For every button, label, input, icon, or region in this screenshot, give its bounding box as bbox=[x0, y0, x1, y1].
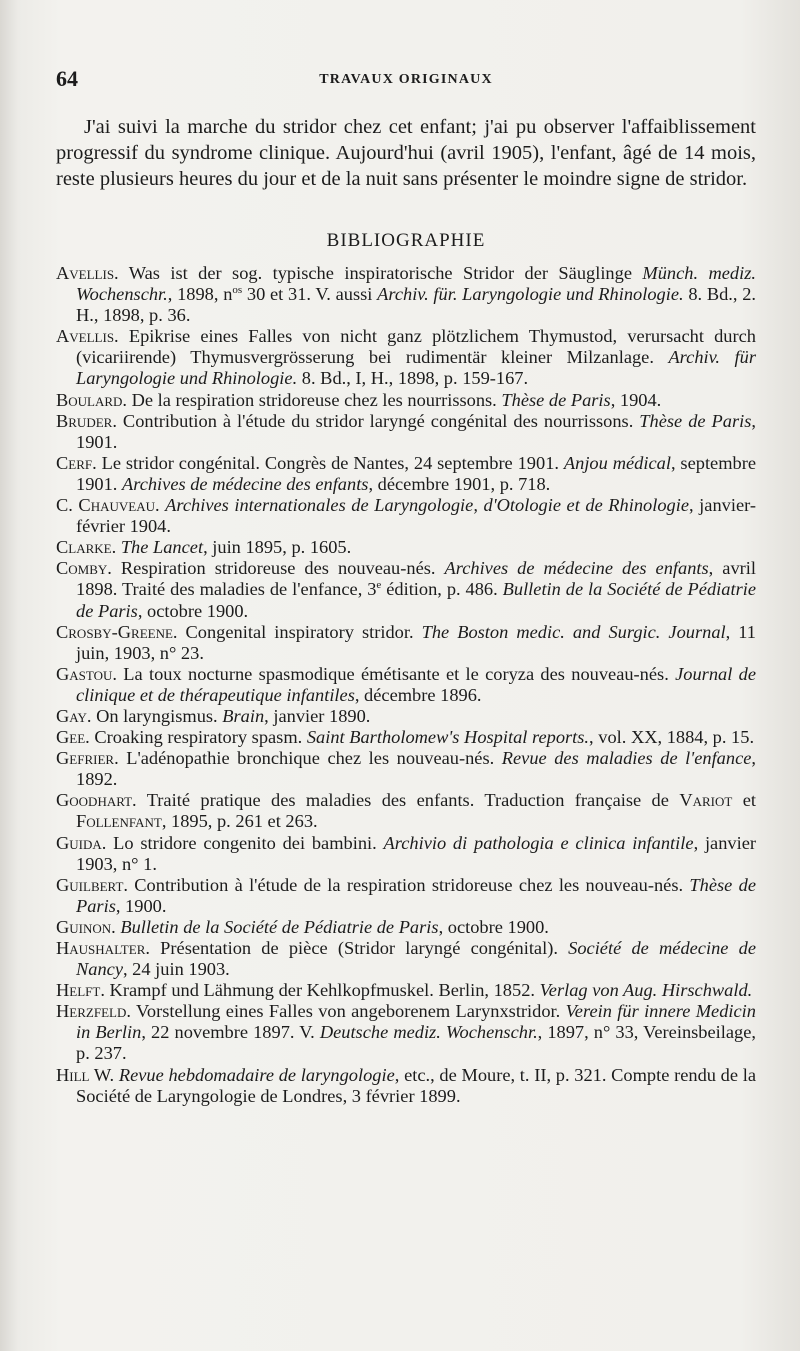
bibliography-entry bbox=[56, 790, 756, 832]
entry-text: édition, p. 486. bbox=[381, 579, 503, 600]
bibliography-entry bbox=[56, 727, 756, 748]
entry-author: Cerf. bbox=[56, 452, 97, 473]
entry-text: , juin 1895, p. 1605. bbox=[203, 537, 352, 558]
entry-text: , décembre 1901, p. 718. bbox=[368, 473, 551, 494]
intro-paragraph-block bbox=[56, 114, 756, 192]
entry-author: Herzfeld. bbox=[56, 1001, 131, 1022]
entry-journal-title: Archivio di pathologia e clinica infantile bbox=[383, 832, 694, 853]
entry-text: , janvier 1903, n° 1. bbox=[76, 832, 756, 874]
entry-text: L'adénopathie bronchique chez les nouveau-nés. bbox=[118, 748, 502, 769]
bibliography-entry bbox=[56, 537, 756, 558]
bibliography-entry bbox=[56, 833, 756, 875]
entry-text: , 1895, p. 261 et 263. bbox=[161, 811, 318, 832]
bibliography-entry bbox=[56, 706, 756, 727]
entry-journal-title: Verlag von Aug. Hirschwald. bbox=[539, 980, 753, 1001]
entry-journal-title: Archiv. für Laryngologie und Rhinologie. bbox=[76, 347, 756, 389]
entry-text: De la respiration stridoreuse chez les nourrissons. bbox=[127, 389, 502, 410]
entry-author: Gay. bbox=[56, 705, 92, 726]
entry-text: 8. Bd., 2. H., 1898, p. 36. bbox=[76, 284, 756, 326]
entry-text: , avril 1898. Traité des maladies de l'enfance, 3 bbox=[76, 558, 756, 600]
entry-journal-title: Société de médecine de Nancy bbox=[76, 938, 756, 980]
entry-text: , 1897, n° 33, Vereinsbeilage, p. 237. bbox=[76, 1022, 756, 1064]
entry-text: , 11 juin, 1903, n° 23. bbox=[76, 621, 756, 663]
entry-text: , vol. XX, 1884, p. 15. bbox=[589, 727, 755, 748]
bibliography-entry bbox=[56, 917, 756, 938]
entry-superscript: os bbox=[232, 283, 243, 296]
entry-text: On laryngismus. bbox=[91, 705, 223, 726]
entry-author: Clarke. bbox=[56, 537, 117, 558]
entry-text: , octobre 1900. bbox=[438, 916, 549, 937]
entry-text: , octobre 1900. bbox=[137, 600, 249, 621]
entry-author: Gastou. bbox=[56, 663, 117, 684]
entry-journal-title: Thèse de Paris bbox=[501, 389, 611, 410]
entry-text: Vorstellung eines Falles von angeborenem Larynxstridor. bbox=[130, 1001, 566, 1022]
bibliography-entry bbox=[56, 263, 756, 326]
entry-author: Hill W. bbox=[56, 1064, 115, 1085]
entry-text: 30 et 31. V. aussi bbox=[242, 284, 378, 305]
entry-text: , septembre 1901. bbox=[76, 452, 756, 494]
entry-text: , 22 novembre 1897. V. bbox=[141, 1022, 320, 1043]
entry-text: et bbox=[732, 790, 756, 811]
entry-author: Guida. bbox=[56, 832, 107, 853]
bibliography-entry bbox=[56, 875, 756, 917]
entry-text: , etc., de Moure, t. II, p. 321. Compte rendu de la Société de Laryngologie de Londres, 3 février 1899. bbox=[76, 1064, 756, 1106]
entry-author: Guilbert. bbox=[56, 874, 128, 895]
entry-text: Traité pratique des maladies des enfants. Traduction française de bbox=[136, 790, 680, 811]
page-number: 64 bbox=[56, 66, 78, 91]
bibliography-title: BIBLIOGRAPHIE bbox=[326, 230, 486, 251]
entry-author: Gefrier. bbox=[56, 748, 119, 769]
bibliography-entry bbox=[56, 1065, 756, 1107]
entry-text: Présentation de pièce (Stridor laryngé congénital). bbox=[149, 938, 569, 958]
entry-journal-title: Deutsche mediz. Wochenschr. bbox=[319, 1022, 538, 1043]
entry-text: , 1900. bbox=[115, 895, 167, 916]
entry-journal-title: Archives de médecine des enfants bbox=[444, 558, 709, 579]
entry-journal-title: Journal de clinique et de thérapeutique infantiles bbox=[76, 663, 756, 705]
entry-text: Le stridor congénital. Congrès de Nantes, 24 septembre 1901. bbox=[96, 452, 564, 473]
entry-author: Bruder. bbox=[56, 410, 117, 431]
entry-text: Contribution à l'étude du stridor laryngé congénital des nourrissons. bbox=[116, 410, 640, 431]
intro-paragraph: J'ai suivi la marche du stridor chez cet enfant; j'ai pu observer l'affaiblissement progressif du syndrome clinique. Aujourd'hui (avril 1905), l'enfant, âgé de 14 mois, reste plusieurs heures du jour et de la nuit sans présenter le moindre signe de stridor. bbox=[56, 116, 756, 190]
entry-text: , 1892. bbox=[76, 748, 756, 790]
bibliography-list bbox=[56, 263, 756, 1107]
entry-journal-title: Archives internationales de Laryngologie, d'Otologie et de Rhinologie bbox=[165, 495, 690, 516]
entry-text: , 1901. bbox=[76, 410, 756, 452]
entry-author: Goodhart. bbox=[56, 790, 137, 811]
entry-text: Croaking respiratory spasm. bbox=[89, 727, 307, 748]
page-header bbox=[56, 66, 756, 96]
entry-journal-title: The Boston medic. and Surgic. Journal bbox=[421, 621, 726, 642]
entry-journal-title: The Lancet bbox=[120, 537, 204, 558]
entry-journal-title: Thèse de Paris bbox=[76, 874, 756, 916]
entry-journal-title: Brain bbox=[222, 705, 265, 726]
entry-text: , décembre 1896. bbox=[354, 684, 482, 705]
entry-author: Boulard. bbox=[56, 389, 128, 410]
entry-name: Variot bbox=[679, 790, 733, 811]
entry-journal-title: Archiv. für. Laryngologie und Rhinologie. bbox=[377, 284, 684, 305]
entry-text: Lo stridore congenito dei bambini. bbox=[106, 832, 384, 853]
entry-text: Respiration stridoreuse des nouveau-nés. bbox=[111, 558, 445, 579]
bibliography-entry bbox=[56, 326, 756, 389]
entry-text: Epikrise eines Falles von nicht ganz plötzlichem Thymustod, verursacht durch (vicariirende) Thymusvergrösserung bei rudimentär kleiner Milzanlage. bbox=[76, 326, 756, 368]
entry-text: Congenital inspiratory stridor. bbox=[177, 621, 422, 642]
bibliography-entry bbox=[56, 664, 756, 706]
entry-author: C. Chauveau. bbox=[56, 495, 160, 516]
entry-text: , 1898, n bbox=[167, 284, 233, 305]
entry-journal-title: Bulletin de la Société de Pédiatrie de Paris bbox=[76, 579, 756, 621]
entry-author: Guinon. bbox=[56, 916, 116, 937]
bibliography-entry bbox=[56, 495, 756, 537]
entry-author: Gee. bbox=[56, 727, 90, 748]
entry-name: Follenfant bbox=[76, 811, 162, 832]
entry-journal-title: Archives de médecine des enfants bbox=[121, 473, 369, 494]
entry-journal-title: Münch. mediz. Wochenschr. bbox=[76, 263, 756, 305]
bibliography-entry bbox=[56, 622, 756, 664]
entry-text: , 24 juin 1903. bbox=[122, 959, 230, 980]
entry-text: Contribution à l'étude de la respiration stridoreuse chez les nouveau-nés. bbox=[127, 874, 690, 895]
entry-author: Avellis. bbox=[56, 326, 119, 347]
bibliography-entry bbox=[56, 390, 756, 411]
entry-author: Crosby-Greene. bbox=[56, 621, 178, 642]
entry-text: Was ist der sog. typische inspiratorische Stridor der Säuglinge bbox=[118, 263, 643, 283]
running-head: TRAVAUX ORIGINAUX bbox=[319, 72, 493, 87]
entry-journal-title: Verein für innere Medicin in Berlin bbox=[76, 1001, 756, 1043]
bibliography-entry bbox=[56, 980, 756, 1001]
bibliography-entry bbox=[56, 748, 756, 790]
entry-text: , janvier-février 1904. bbox=[76, 495, 756, 537]
entry-text: , janvier 1890. bbox=[264, 705, 371, 726]
entry-superscript: e bbox=[376, 579, 382, 592]
entry-author: Haushalter. bbox=[56, 938, 150, 958]
entry-journal-title: Anjou médical bbox=[563, 452, 671, 473]
entry-text: 8. Bd., I, H., 1898, p. 159-167. bbox=[297, 368, 529, 389]
bibliography-entry bbox=[56, 938, 756, 980]
bibliography-entry bbox=[56, 1001, 756, 1064]
entry-journal-title: Saint Bartholomew's Hospital reports. bbox=[306, 727, 590, 748]
entry-text: , 1904. bbox=[610, 389, 662, 410]
bibliography-entry bbox=[56, 453, 756, 495]
entry-journal-title: Bulletin de la Société de Pédiatrie de Paris bbox=[120, 916, 439, 937]
entry-journal-title: Revue hebdomadaire de laryngologie bbox=[118, 1064, 395, 1085]
entry-author: Avellis. bbox=[56, 263, 119, 283]
entry-journal-title: Revue des maladies de l'enfance bbox=[501, 748, 752, 769]
bibliography-entry bbox=[56, 411, 756, 453]
entry-author: Comby. bbox=[56, 558, 112, 579]
entry-journal-title: Thèse de Paris bbox=[639, 410, 752, 431]
bibliography-entry bbox=[56, 558, 756, 621]
entry-text: La toux nocturne spasmodique émétisante et le coryza des nouveau-nés. bbox=[116, 663, 676, 684]
entry-author: Helft. bbox=[56, 980, 105, 1001]
entry-text: Krampf und Lähmung der Kehlkopfmuskel. Berlin, 1852. bbox=[104, 980, 540, 1001]
